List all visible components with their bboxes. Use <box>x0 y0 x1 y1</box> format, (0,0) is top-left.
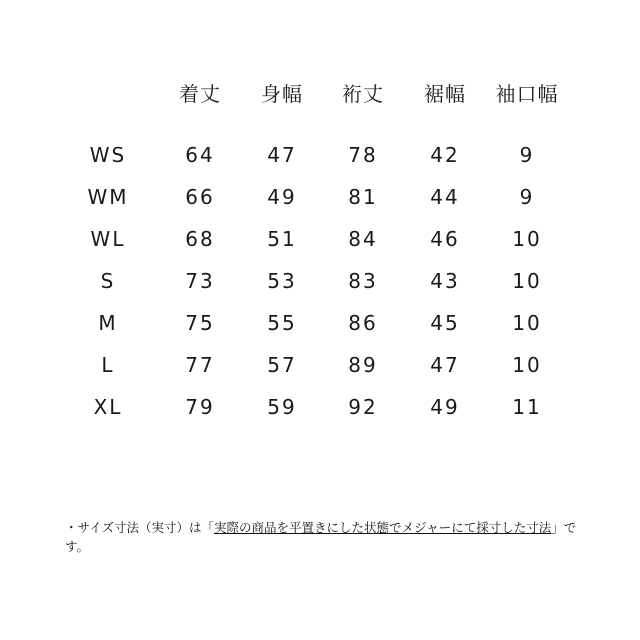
value-cell: 84 <box>348 227 378 251</box>
measurement-note <box>65 518 585 556</box>
header-chest-width: 身幅 <box>261 82 303 106</box>
value-cell: 64 <box>185 143 215 167</box>
value-cell: 55 <box>267 311 297 335</box>
value-cell: 10 <box>512 227 542 251</box>
note-suffix: 」です。 <box>65 519 577 554</box>
value-cell: 47 <box>430 353 460 377</box>
value-cell: 49 <box>430 395 460 419</box>
value-cell: 66 <box>185 185 215 209</box>
value-cell: 92 <box>348 395 378 419</box>
value-cell: 10 <box>512 269 542 293</box>
header-sleeve-length: 裄丈 <box>342 82 384 106</box>
value-cell: 59 <box>267 395 297 419</box>
value-cell: 57 <box>267 353 297 377</box>
note-prefix: ・サイズ寸法（実寸）は「 <box>65 519 215 535</box>
value-cell: 53 <box>267 269 297 293</box>
size-label: S <box>100 269 116 293</box>
header-hem-width: 裾幅 <box>424 82 466 106</box>
value-cell: 11 <box>512 395 542 419</box>
size-label: WS <box>89 143 127 167</box>
value-cell: 46 <box>430 227 460 251</box>
value-cell: 68 <box>185 227 215 251</box>
size-label: WM <box>87 185 129 209</box>
value-cell: 79 <box>185 395 215 419</box>
value-cell: 73 <box>185 269 215 293</box>
value-cell: 81 <box>348 185 378 209</box>
value-cell: 47 <box>267 143 297 167</box>
value-cell: 43 <box>430 269 460 293</box>
size-label: L <box>101 353 115 377</box>
value-cell: 78 <box>348 143 378 167</box>
size-label: M <box>98 311 118 335</box>
value-cell: 44 <box>430 185 460 209</box>
header-cuff-width: 袖口幅 <box>495 82 559 106</box>
size-label: WL <box>90 227 126 251</box>
value-cell: 51 <box>267 227 297 251</box>
value-cell: 45 <box>430 311 460 335</box>
header-length: 着丈 <box>179 82 221 106</box>
size-label: XL <box>93 395 123 419</box>
note-emphasis: 実際の商品を平置きにした状態でメジャーにて採寸した寸法 <box>214 519 552 535</box>
value-cell: 83 <box>348 269 378 293</box>
value-cell: 75 <box>185 311 215 335</box>
value-cell: 10 <box>512 353 542 377</box>
value-cell: 86 <box>348 311 378 335</box>
value-cell: 49 <box>267 185 297 209</box>
value-cell: 9 <box>519 185 535 209</box>
value-cell: 9 <box>519 143 535 167</box>
value-cell: 89 <box>348 353 378 377</box>
value-cell: 10 <box>512 311 542 335</box>
value-cell: 42 <box>430 143 460 167</box>
value-cell: 77 <box>185 353 215 377</box>
